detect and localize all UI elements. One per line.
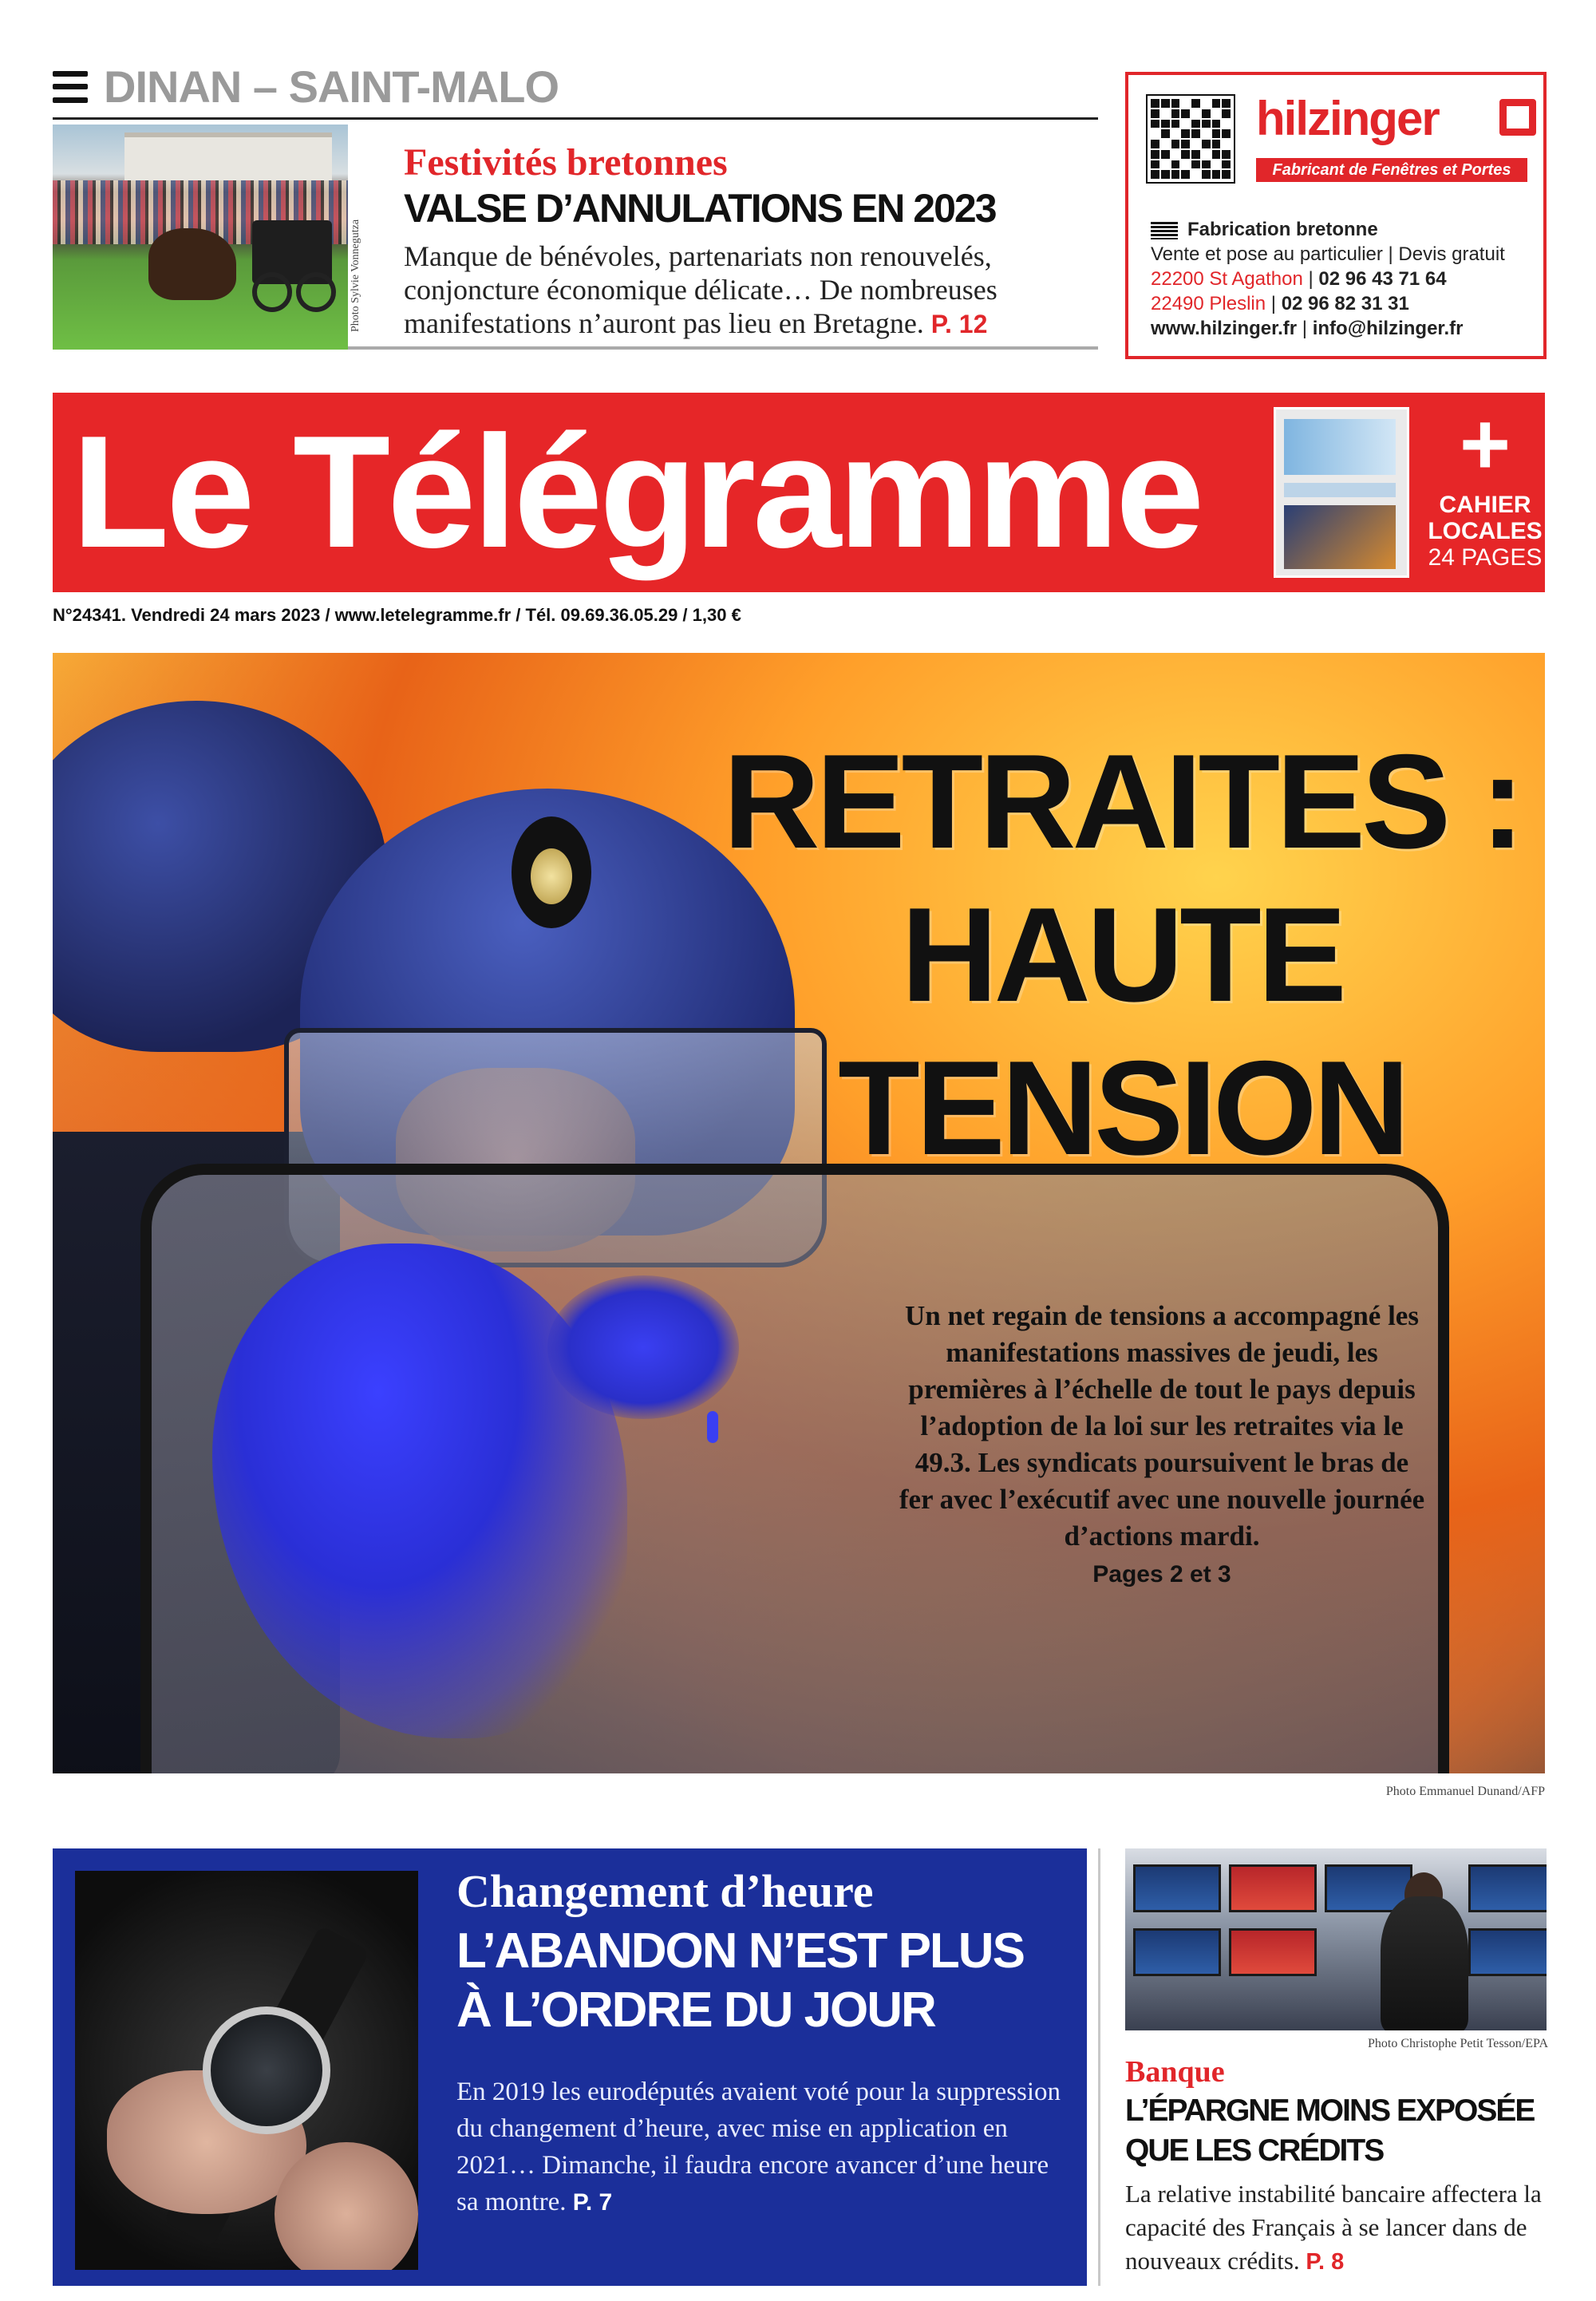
teaser-photo-credit: Photo Sylvie Vonnegutza [350, 219, 361, 332]
hilzinger-ad[interactable] [1125, 72, 1547, 359]
ad-line1: Vente et pose au particulier | Devis gratuit [1151, 243, 1505, 265]
time-page-ref[interactable]: P. 7 [572, 2189, 613, 2216]
hero-title-line2: HAUTE [901, 880, 1343, 1030]
ad-heading: Fabrication bretonne [1187, 219, 1378, 240]
watch-photo [75, 1871, 418, 2270]
supplement-thumbnail[interactable] [1274, 407, 1409, 578]
edition-name: DINAN – SAINT-MALO [104, 61, 559, 112]
bank-headline[interactable]: L’ÉPARGNE MOINS EXPOSÉE QUE LES CRÉDITS [1125, 2093, 1535, 2168]
horse-icon [148, 228, 236, 300]
ad-email[interactable]: info@hilzinger.fr [1312, 318, 1464, 339]
hero-photo-credit: Photo Emmanuel Dunand/AFP [1385, 1785, 1545, 1798]
ad-phone1: 02 96 43 71 64 [1318, 268, 1447, 290]
bank-kicker: Banque [1125, 2055, 1225, 2089]
trader-figure [1381, 1896, 1468, 2030]
bank-photo-credit: Photo Christophe Petit Tesson/EPA [1367, 2037, 1548, 2050]
supplement-line1: CAHIER [1439, 492, 1531, 518]
supplement-pages: 24 PAGES [1428, 544, 1543, 571]
teaser-page-ref[interactable]: P. 12 [930, 310, 988, 338]
hero-lead [899, 1298, 1425, 1593]
gendarmerie-badge-icon [512, 816, 591, 928]
time-text [456, 2074, 1063, 2221]
hero-page-ref[interactable]: Pages 2 et 3 [1092, 1561, 1231, 1587]
brand-logo-icon [1499, 99, 1536, 136]
breton-flag-icon [1151, 222, 1178, 239]
issue-line: N°24341. Vendredi 24 mars 2023 / www.letelegramme.fr / Tél. 09.69.36.05.29 / 1,30 € [53, 605, 741, 625]
ad-phone2: 02 96 82 31 31 [1281, 293, 1409, 314]
hero-headline[interactable] [723, 725, 1521, 1184]
bank-photo [1125, 1848, 1547, 2030]
supplement-label[interactable] [1425, 492, 1545, 571]
edition-bar [53, 56, 1098, 120]
ad-slogan: Fabricant de Fenêtres et Portes [1256, 158, 1527, 182]
time-kicker: Changement d’heure [456, 1865, 874, 1917]
hero-story[interactable] [53, 653, 1545, 1773]
bank-body: La relative instabilité bancaire affectera la capacité des Français à se lancer dans de nouveaux crédits. [1125, 2180, 1542, 2275]
watch-icon [203, 2006, 330, 2134]
teaser-text [404, 239, 1098, 341]
teaser-body: Manque de bénévoles, partenariats non renouvelés, conjoncture économique délicate… De nombreuses manifestations n’auront pas lieu en Bretagne. [404, 240, 998, 339]
hero-title-line3: TENSION [838, 1033, 1406, 1183]
qr-code-icon[interactable] [1146, 94, 1235, 184]
ad-brand: hilzinger [1256, 92, 1439, 145]
supplement-line2: LOCALES [1428, 518, 1543, 544]
top-teaser[interactable] [53, 125, 1098, 350]
plus-icon: + [1459, 395, 1511, 493]
menu-icon[interactable] [53, 71, 88, 103]
story-time-change[interactable] [53, 1848, 1087, 2286]
ad-details: Fabrication bretonne Vente et pose au particulier | Devis gratuit 22200 St Agathon | 02 96 43 71 64 22490 Pleslin | 02 96 82 31 31 www.hilzinger.fr | info@hilzinger.fr [1151, 217, 1542, 341]
column-divider [1098, 1848, 1100, 2286]
teaser-kicker: Festivités bretonnes [404, 141, 728, 184]
newspaper-title: Le Télégramme [72, 403, 1202, 581]
teaser-headline[interactable]: VALSE D’ANNULATIONS EN 2023 [404, 186, 996, 231]
teaser-photo-festival [53, 125, 348, 350]
hero-lead-text: Un net regain de tensions a accompagné les manifestations massives de jeudi, les premières à l’échelle de tout le pays depuis l’adoption de la loi sur les retraites via le 49.3. Les syndicats poursuivent le bras de fer avec l’exécutif avec une nouvelle journée d’actions mardi. [899, 1300, 1425, 1552]
ad-city2: 22490 Pleslin [1151, 293, 1266, 314]
time-headline[interactable]: L’ABANDON N’EST PLUS À L’ORDRE DU JOUR [456, 1923, 1024, 2038]
masthead [53, 393, 1545, 592]
bank-page-ref[interactable]: P. 8 [1306, 2249, 1345, 2275]
ad-city1: 22200 St Agathon [1151, 268, 1303, 290]
ad-website[interactable]: www.hilzinger.fr [1151, 318, 1298, 339]
bank-text [1125, 2177, 1548, 2279]
hero-title-line1: RETRAITES : [723, 726, 1521, 876]
time-body: En 2019 les eurodéputés avaient voté pour la suppression du changement d’heure, avec mise en application en 2021… Dimanche, il faudra encore avancer d’une heure sa montre. [456, 2078, 1061, 2216]
